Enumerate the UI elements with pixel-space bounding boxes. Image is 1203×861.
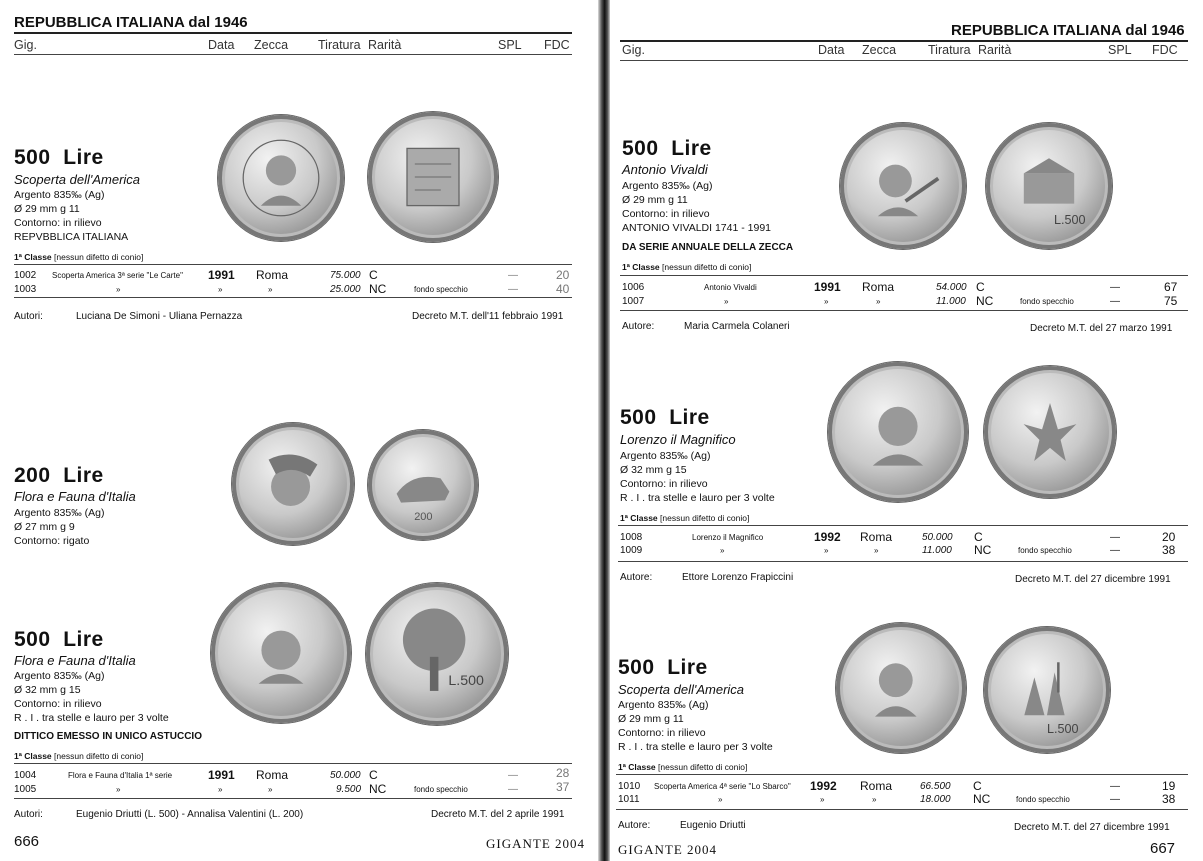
right-page	[610, 0, 1203, 861]
gig-number: 1010	[618, 781, 641, 792]
row-rarity: NC	[973, 792, 991, 806]
coin-lorenzo-portrait-icon	[828, 362, 968, 502]
col-data: Data	[208, 38, 235, 52]
gig-number: 1003	[14, 284, 37, 295]
row-description: »	[116, 785, 121, 794]
row-year: 1991	[814, 280, 841, 294]
table-rule	[616, 809, 1188, 810]
row-rarity: NC	[369, 782, 387, 796]
book-spine	[598, 0, 610, 861]
spec-line: Contorno: rigato	[14, 535, 90, 547]
class-label: 1ª Classe [nessun difetto di conio]	[620, 513, 750, 523]
authors: Eugenio Driutti	[680, 820, 746, 831]
row-mintage: 18.000	[920, 794, 951, 805]
spec-line: Contorno: in rilievo	[14, 217, 102, 229]
row-description: »	[116, 285, 121, 294]
row-extra: fondo specchio	[414, 785, 468, 794]
row-spl: —	[508, 784, 518, 795]
row-fdc: 19	[1162, 779, 1176, 793]
coin-vivaldi-portrait-icon	[840, 123, 966, 249]
row-mintage: 54.000	[936, 282, 967, 293]
authors-label: Autori:	[14, 809, 43, 820]
entry-subtitle: Flora e Fauna d'Italia	[14, 653, 136, 668]
svg-text:200: 200	[414, 511, 433, 524]
spec-line: Contorno: in rilievo	[618, 727, 706, 739]
spec-line: Argento 835‰ (Ag)	[14, 670, 105, 682]
spec-line: REPVBBLICA ITALIANA	[14, 231, 129, 243]
entry-subtitle: Lorenzo il Magnifico	[620, 432, 736, 447]
table-rule	[14, 763, 572, 764]
row-description: »	[720, 546, 725, 555]
authors: Eugenio Driutti (L. 500) - Annalisa Valentini (L. 200)	[76, 809, 304, 820]
row-rarity: NC	[974, 543, 992, 557]
row-spl: —	[1110, 532, 1120, 543]
row-mint: »	[268, 285, 273, 294]
row-mint: »	[872, 795, 877, 804]
row-mintage: 11.000	[936, 296, 966, 307]
gig-number: 1004	[14, 770, 37, 781]
row-rarity: C	[976, 280, 985, 294]
row-year: 1991	[208, 268, 235, 282]
spec-line: Ø 32 mm g 15	[620, 464, 687, 476]
running-head: REPUBBLICA ITALIANA dal 1946	[14, 14, 248, 31]
row-year: 1992	[814, 530, 841, 544]
entry-title: 500 Lire	[622, 137, 712, 160]
spec-line: Contorno: in rilievo	[620, 478, 708, 490]
row-fdc: 20	[556, 268, 570, 282]
row-year: »	[824, 546, 829, 555]
entry-note: DITTICO EMESSO IN UNICO ASTUCCIO	[14, 731, 202, 742]
col-zecca: Zecca	[254, 38, 289, 52]
coin-venice-view-icon	[986, 123, 1112, 249]
col-data: Data	[818, 43, 845, 57]
entry-subtitle: Antonio Vivaldi	[622, 162, 708, 177]
row-fdc: 75	[1164, 294, 1178, 308]
gig-number: 1002	[14, 270, 37, 281]
decree: Decreto M.T. del 27 dicembre 1991	[1015, 574, 1171, 585]
class-label: 1ª Classe [nessun difetto di conio]	[14, 751, 144, 761]
coin-wolf-icon	[368, 430, 478, 540]
coin-florence-lily-icon	[984, 366, 1116, 498]
table-rule	[14, 264, 572, 265]
row-description: »	[718, 795, 723, 804]
header-underline	[14, 54, 572, 55]
authors-label: Autore:	[618, 820, 651, 831]
table-rule	[620, 310, 1188, 311]
row-rarity: C	[369, 768, 378, 782]
spec-line: Argento 835‰ (Ag)	[14, 507, 105, 519]
row-spl: —	[1110, 282, 1120, 293]
spec-line: R . I . tra stelle e lauro per 3 volte	[620, 492, 775, 504]
spec-line: R . I . tra stelle e lauro per 3 volte	[618, 741, 773, 753]
coin-landing-scene-icon	[984, 627, 1110, 753]
row-extra: fondo specchio	[414, 285, 468, 294]
spec-line: Argento 835‰ (Ag)	[622, 180, 713, 192]
gig-number: 1011	[618, 794, 640, 805]
row-mintage: 75.000	[330, 270, 361, 281]
authors-label: Autore:	[620, 572, 653, 583]
coin-columbus-portrait-icon	[836, 623, 966, 753]
left-page	[0, 0, 598, 861]
table-rule	[618, 561, 1188, 562]
row-rarity: NC	[369, 282, 387, 296]
authors: Ettore Lorenzo Frapiccini	[682, 572, 794, 583]
spec-line: Ø 32 mm g 15	[14, 684, 81, 696]
spec-line: Argento 835‰ (Ag)	[14, 189, 105, 201]
row-mint: Roma	[860, 530, 893, 544]
row-extra: fondo specchio	[1016, 795, 1070, 804]
header-rule	[620, 40, 1188, 42]
col-tiratura: Tiratura	[928, 43, 971, 57]
row-year: 1992	[810, 779, 837, 793]
row-fdc: 38	[1162, 792, 1176, 806]
row-year: »	[218, 285, 223, 294]
spec-line: Contorno: in rilievo	[622, 208, 710, 220]
header-underline	[620, 60, 1188, 61]
row-rarity: C	[974, 530, 983, 544]
row-extra: fondo specchio	[1018, 546, 1072, 555]
row-description: Scoperta America 3ª serie "Le Carte"	[52, 271, 183, 280]
publication-brand: GIGANTE 2004	[486, 836, 586, 851]
svg-text:L.500: L.500	[1054, 212, 1086, 227]
row-mintage: 50.000	[330, 770, 361, 781]
row-fdc: 28	[556, 766, 570, 780]
col-fdc: FDC	[544, 38, 570, 52]
svg-text:L.500: L.500	[1047, 721, 1079, 736]
row-spl: —	[1110, 296, 1120, 307]
decree: Decreto M.T. del 2 aprile 1991	[431, 809, 565, 820]
coin-head-foliage-icon	[232, 423, 354, 545]
entry-subtitle: Scoperta dell'America	[14, 172, 141, 187]
coin-female-head-icon	[211, 583, 351, 723]
row-description: Lorenzo il Magnifico	[692, 533, 764, 542]
publication-brand: GIGANTE 2004	[618, 842, 718, 857]
row-mint: Roma	[256, 768, 289, 782]
spec-line: Argento 835‰ (Ag)	[620, 450, 711, 462]
gig-number: 1007	[622, 296, 645, 307]
coin-columbus-portrait-icon	[218, 115, 344, 241]
gig-number: 1008	[620, 532, 643, 543]
row-description: Scoperta America 4ª serie "Lo Sbarco"	[654, 782, 791, 791]
row-mint: »	[874, 546, 879, 555]
decree: Decreto M.T. del 27 dicembre 1991	[1014, 822, 1170, 833]
entry-subtitle: Flora e Fauna d'Italia	[14, 489, 136, 504]
row-mintage: 11.000	[922, 545, 952, 556]
coin-map-scroll-icon	[368, 112, 498, 242]
col-rarita: Rarità	[368, 38, 402, 52]
row-rarity: NC	[976, 294, 994, 308]
row-spl: —	[1110, 545, 1120, 556]
row-spl: —	[508, 770, 518, 781]
row-rarity: C	[369, 268, 378, 282]
row-fdc: 38	[1162, 543, 1176, 557]
col-spl: SPL	[498, 38, 522, 52]
row-spl: —	[1110, 794, 1120, 805]
row-spl: —	[1110, 781, 1120, 792]
gig-number: 1005	[14, 784, 37, 795]
entry-title: 200 Lire	[14, 464, 104, 487]
class-label: 1ª Classe [nessun difetto di conio]	[622, 262, 752, 272]
row-description: Antonio Vivaldi	[704, 283, 757, 292]
col-fdc: FDC	[1152, 43, 1178, 57]
authors-label: Autori:	[14, 311, 43, 322]
gig-number: 1006	[622, 282, 645, 293]
row-year: »	[824, 297, 829, 306]
row-mint: »	[268, 785, 273, 794]
row-mint: Roma	[256, 268, 289, 282]
col-spl: SPL	[1108, 43, 1132, 57]
spec-line: Ø 29 mm g 11	[14, 203, 80, 215]
row-mint: Roma	[860, 779, 893, 793]
table-rule	[14, 297, 572, 298]
col-rarita: Rarità	[978, 43, 1012, 57]
row-year: 1991	[208, 768, 235, 782]
row-mint: »	[876, 297, 881, 306]
authors: Luciana De Simoni - Uliana Pernazza	[76, 311, 243, 322]
class-label: 1ª Classe [nessun difetto di conio]	[618, 762, 748, 772]
coin-tree-icon	[366, 583, 508, 725]
spec-line: Contorno: in rilievo	[14, 698, 102, 710]
row-rarity: C	[973, 779, 982, 793]
row-mintage: 9.500	[336, 784, 362, 795]
row-fdc: 40	[556, 282, 570, 296]
class-label: 1ª Classe [nessun difetto di conio]	[14, 252, 144, 262]
row-year: »	[820, 795, 825, 804]
row-mintage: 50.000	[922, 532, 953, 543]
col-gig: Gig.	[14, 38, 37, 52]
spec-line: ANTONIO VIVALDI 1741 - 1991	[622, 222, 772, 234]
entry-title: 500 Lire	[14, 146, 104, 169]
row-description: Flora e Fauna d'Italia 1ª serie	[68, 771, 173, 780]
running-head: REPUBBLICA ITALIANA dal 1946	[951, 22, 1185, 39]
entry-note: DA SERIE ANNUALE DELLA ZECCA	[622, 242, 794, 253]
decree: Decreto M.T. del 27 marzo 1991	[1030, 323, 1173, 334]
authors: Maria Carmela Colaneri	[684, 321, 790, 332]
row-mintage: 66.500	[920, 781, 951, 792]
entry-subtitle: Scoperta dell'America	[618, 682, 745, 697]
page-number: 667	[1150, 840, 1176, 857]
page-number: 666	[14, 833, 40, 850]
spec-line: R . I . tra stelle e lauro per 3 volte	[14, 712, 169, 724]
svg-text:L.500: L.500	[448, 673, 484, 690]
row-spl: —	[508, 270, 518, 281]
row-fdc: 37	[556, 780, 570, 794]
decree: Decreto M.T. dell'11 febbraio 1991	[412, 311, 564, 322]
header-rule	[14, 32, 572, 34]
entry-title: 500 Lire	[618, 656, 708, 679]
entry-title: 500 Lire	[14, 628, 104, 651]
row-mintage: 25.000	[330, 284, 361, 295]
row-fdc: 67	[1164, 280, 1178, 294]
row-mint: Roma	[862, 280, 895, 294]
entry-title: 500 Lire	[620, 406, 710, 429]
spec-line: Ø 29 mm g 11	[618, 713, 684, 725]
table-rule	[616, 774, 1188, 775]
authors-label: Autore:	[622, 321, 655, 332]
table-rule	[14, 798, 572, 799]
row-extra: fondo specchio	[1020, 297, 1074, 306]
row-spl: —	[508, 284, 518, 295]
spec-line: Argento 835‰ (Ag)	[618, 699, 709, 711]
col-zecca: Zecca	[862, 43, 897, 57]
col-tiratura: Tiratura	[318, 38, 361, 52]
table-rule	[620, 275, 1188, 276]
table-rule	[618, 525, 1188, 526]
row-fdc: 20	[1162, 530, 1176, 544]
row-year: »	[218, 785, 223, 794]
spec-line: Ø 27 mm g 9	[14, 521, 75, 533]
row-description: »	[724, 297, 729, 306]
gig-number: 1009	[620, 545, 643, 556]
spec-line: Ø 29 mm g 11	[622, 194, 688, 206]
col-gig: Gig.	[622, 43, 645, 57]
